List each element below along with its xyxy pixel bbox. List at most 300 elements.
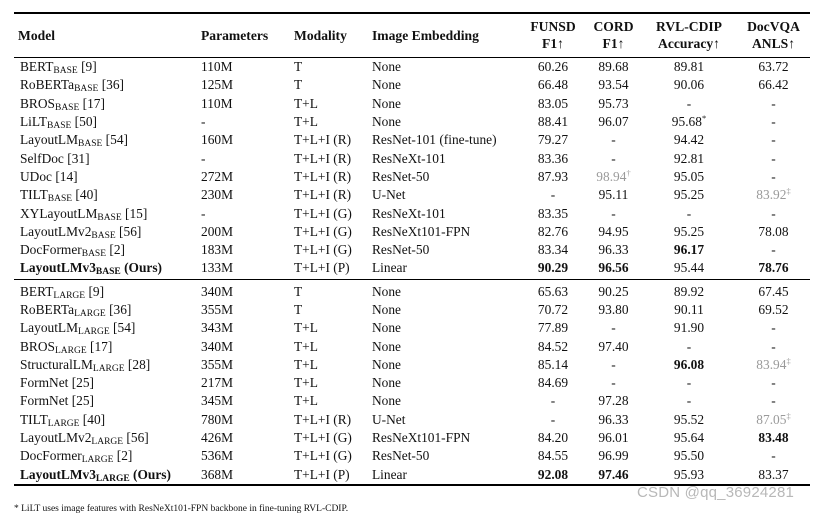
cord-score-value: 95.11: [598, 187, 629, 203]
funsd-score: [520, 466, 586, 485]
large-models-group: [14, 279, 810, 485]
cord-score-value: 96.07: [598, 114, 629, 130]
docvqa-score: [737, 466, 810, 485]
rvl-cdip-score: [641, 374, 737, 392]
funsd-score-value: 83.36: [537, 150, 569, 166]
funsd-score: [520, 186, 586, 204]
funsd-score: [520, 279, 586, 301]
table-row: [14, 259, 810, 279]
parameters-cell: -: [201, 150, 206, 166]
model-cell: [14, 241, 197, 259]
modality-cell: T+L+I (G): [294, 448, 352, 464]
model-size: BASE: [91, 230, 116, 241]
rvl-cdip-score-value: -: [686, 375, 692, 391]
cord-score-value: -: [611, 375, 616, 391]
docvqa-score-value: -: [771, 168, 776, 184]
image-embedding-cell: U-Net: [372, 411, 406, 427]
funsd-score-value: 60.26: [537, 59, 569, 75]
header-rvl-name: RVL-CDIP: [656, 19, 722, 34]
docvqa-score-value: 83.94: [756, 356, 787, 372]
rvl-cdip-score-value: 89.81: [673, 59, 705, 75]
model-cell: [14, 95, 197, 113]
parameters-cell: 355M: [201, 302, 233, 317]
model-reference: [17]: [79, 95, 105, 111]
cord-score-value: 89.68: [598, 59, 629, 75]
image-embedding-cell: None: [372, 114, 402, 130]
model-reference: [15]: [121, 205, 148, 221]
docvqa-score: [737, 149, 810, 167]
model-name: BROS: [20, 338, 55, 354]
cord-score-value: -: [611, 205, 616, 221]
model-name: LayoutLMv3: [20, 260, 96, 276]
rvl-cdip-score: [641, 411, 737, 429]
cord-score: [586, 447, 641, 465]
docvqa-score: [737, 58, 810, 77]
rvl-cdip-score: [641, 259, 737, 279]
image-embedding-cell: ResNeXt101-FPN: [372, 223, 471, 239]
modality-cell: T+L+I (G): [294, 205, 352, 221]
parameters-cell: 345M: [201, 393, 233, 409]
rvl-cdip-score-value: 90.11: [674, 302, 704, 317]
image-embedding-cell: None: [372, 95, 402, 111]
table-row: [14, 58, 810, 77]
header-rvl-cdip: [641, 13, 737, 58]
modality-cell: T+L: [294, 338, 318, 354]
docvqa-score-value: 63.72: [758, 59, 789, 75]
model-name: LiLT: [20, 114, 48, 130]
model-reference: (Ours): [120, 260, 163, 276]
footnote-mark: ‡: [786, 355, 791, 366]
docvqa-score-value: -: [771, 375, 776, 391]
image-embedding-cell: ResNet-50: [372, 448, 430, 464]
footnote-mark: ‡: [786, 410, 791, 421]
parameters-cell: 160M: [201, 132, 233, 148]
docvqa-score: [737, 204, 810, 222]
footnote-mark: ‡: [786, 186, 791, 197]
modality-cell: T: [294, 283, 303, 299]
docvqa-score: [737, 374, 810, 392]
modality-cell: T+L+I (P): [290, 259, 368, 279]
table-row: [14, 131, 810, 149]
docvqa-score: [737, 76, 810, 94]
image-embedding-cell: Linear: [368, 259, 520, 279]
funsd-score: [520, 149, 586, 167]
cord-score: [586, 411, 641, 429]
model-cell: [14, 204, 197, 222]
model-cell: [14, 131, 197, 149]
docvqa-score-value: 66.42: [758, 77, 789, 93]
footnote-mark: *: [701, 113, 707, 124]
parameters-cell: 536M: [201, 448, 233, 464]
parameters-cell: 217M: [201, 375, 233, 391]
cord-score: [586, 319, 641, 337]
cord-score-value: 98.94: [596, 168, 627, 184]
header-docvqa: [737, 13, 810, 58]
model-size: LARGE: [47, 418, 80, 429]
model-cell: [14, 392, 197, 410]
modality-cell: T: [294, 59, 303, 75]
model-cell: [14, 58, 197, 77]
rvl-cdip-score: [641, 447, 737, 465]
docvqa-score-value: -: [771, 393, 776, 409]
cord-score: [586, 223, 641, 241]
rvl-cdip-score: [641, 301, 737, 319]
rvl-cdip-score-value: 92.81: [673, 150, 705, 166]
parameters-cell: 110M: [201, 59, 233, 75]
footnote-mark: †: [626, 167, 631, 178]
model-cell: [14, 76, 197, 94]
parameters-cell: 200M: [201, 223, 233, 239]
funsd-score: [520, 411, 586, 429]
funsd-score-value: -: [550, 187, 556, 203]
rvl-cdip-score-value: 95.44: [673, 260, 705, 276]
model-size: BASE: [78, 139, 103, 150]
rvl-cdip-score-value: 96.17: [673, 242, 705, 258]
header-cord-name: CORD: [593, 19, 634, 34]
rvl-cdip-score-value: 95.52: [673, 411, 705, 427]
parameters-cell: -: [201, 205, 206, 221]
funsd-score: [520, 374, 586, 392]
docvqa-score-value: -: [771, 320, 776, 336]
modality-cell: T+L: [294, 95, 318, 111]
funsd-score-value: 85.14: [537, 356, 569, 372]
modality-cell: T+L: [294, 375, 318, 391]
rvl-cdip-score-value: 95.05: [673, 168, 705, 184]
model-cell: [14, 149, 197, 167]
rvl-cdip-score: [641, 279, 737, 301]
rvl-cdip-score: [641, 76, 737, 94]
rvl-cdip-score-value: 95.64: [673, 430, 705, 446]
image-embedding-cell: U-Net: [372, 187, 406, 203]
docvqa-score: [737, 392, 810, 410]
rvl-cdip-score-value: 95.25: [673, 187, 705, 203]
docvqa-score-value: -: [771, 132, 776, 148]
funsd-score: [520, 337, 586, 355]
docvqa-score: [737, 319, 810, 337]
model-size: LARGE: [91, 437, 124, 448]
cord-score: [586, 392, 641, 410]
model-reference: [40]: [79, 411, 106, 427]
rvl-cdip-score: [641, 429, 737, 447]
image-embedding-cell: ResNeXt-101: [372, 205, 446, 221]
docvqa-score: [737, 223, 810, 241]
funsd-score-value: 84.55: [537, 448, 569, 464]
funsd-score-value: 83.05: [537, 95, 569, 111]
docvqa-score: [737, 337, 810, 355]
rvl-cdip-score-value: 95.50: [673, 448, 705, 464]
model-cell: [14, 223, 197, 241]
docvqa-score: [737, 95, 810, 113]
image-embedding-cell: ResNet-50: [372, 168, 430, 184]
rvl-cdip-score: [641, 319, 737, 337]
model-reference: [56]: [123, 430, 149, 446]
cord-score-value: 90.25: [598, 283, 629, 299]
model-name: TILT: [20, 411, 48, 427]
funsd-score: [520, 95, 586, 113]
funsd-score-value: 83.35: [537, 205, 569, 221]
docvqa-score: [737, 259, 810, 279]
parameters-cell: 230M: [201, 187, 233, 203]
table-row: [14, 337, 810, 355]
docvqa-score-value: -: [771, 205, 776, 221]
model-name: UDoc: [20, 168, 52, 184]
modality-cell: T+L+I (G): [294, 430, 352, 446]
table-row: [14, 411, 810, 429]
image-embedding-cell: None: [372, 320, 402, 336]
cord-score: [586, 113, 641, 131]
model-cell: [14, 319, 197, 337]
rvl-cdip-score-value: 95.93: [673, 466, 705, 482]
rvl-cdip-score: [641, 392, 737, 410]
table-row: [14, 301, 810, 319]
cord-score-value: 96.56: [598, 260, 629, 276]
header-modality: Modality: [290, 13, 368, 58]
funsd-score: [520, 319, 586, 337]
funsd-score-value: 92.08: [537, 466, 569, 482]
cord-score: [586, 186, 641, 204]
parameters-cell: 272M: [201, 168, 233, 184]
model-size: BASE: [47, 194, 73, 205]
cord-score: [586, 374, 641, 392]
parameters-cell: 110M: [201, 95, 233, 111]
table-row: [14, 113, 810, 131]
rvl-cdip-score: [641, 168, 737, 186]
model-name: FormNet: [20, 393, 69, 409]
header-model: Model: [14, 13, 197, 58]
model-reference: [56]: [115, 223, 142, 239]
cord-score-value: 93.54: [598, 77, 629, 93]
docvqa-score: [737, 131, 810, 149]
image-embedding-cell: ResNet-50: [372, 242, 430, 258]
model-cell: [14, 429, 197, 447]
funsd-score: [520, 392, 586, 410]
header-parameters: Parameters: [197, 13, 290, 58]
docvqa-score: [737, 186, 810, 204]
rvl-cdip-score: [641, 223, 737, 241]
modality-cell: T+L+I (R): [294, 187, 352, 203]
cord-score-value: -: [611, 356, 616, 372]
model-size: BASE: [74, 84, 99, 95]
modality-cell: T: [294, 77, 303, 93]
model-reference: [2]: [106, 242, 125, 258]
model-reference: [25]: [68, 375, 95, 391]
cord-score-value: 96.99: [598, 448, 629, 464]
model-name: BERT: [20, 59, 54, 75]
modality-cell: T+L+I (R): [294, 168, 352, 184]
funsd-score: [520, 301, 586, 319]
parameters-cell: 340M: [201, 283, 233, 299]
image-embedding-cell: None: [372, 59, 402, 75]
model-size: LARGE: [78, 327, 110, 338]
rvl-cdip-score: [641, 95, 737, 113]
docvqa-score-value: -: [771, 95, 776, 111]
docvqa-score-value: 78.76: [758, 260, 789, 276]
cord-score-value: -: [611, 320, 616, 336]
modality-cell: T: [294, 302, 303, 317]
docvqa-score: [737, 447, 810, 465]
header-funsd-name: FUNSD: [530, 19, 576, 34]
rvl-cdip-score-value: -: [686, 338, 692, 354]
table-row: [14, 223, 810, 241]
image-embedding-cell: ResNet-101 (fine-tune): [372, 132, 497, 148]
cord-score-value: 96.01: [598, 430, 629, 446]
funsd-score: [520, 259, 586, 279]
cord-score-value: 97.28: [598, 393, 629, 409]
funsd-score-value: 82.76: [537, 223, 569, 239]
model-name: TILT: [20, 187, 48, 203]
modality-cell: T+L: [294, 114, 318, 130]
model-reference: [9]: [77, 59, 97, 75]
funsd-score: [520, 76, 586, 94]
model-size: LARGE: [92, 363, 125, 374]
funsd-score-value: 84.69: [537, 375, 569, 391]
docvqa-score-value: -: [771, 242, 776, 258]
cord-score-value: -: [611, 132, 616, 148]
footnote: * LiLT uses image features with ResNeXt101-FPN backbone in fine-tuning RVL-CDIP.: [14, 504, 349, 514]
table-row: [14, 279, 810, 301]
rvl-cdip-score-value: 90.06: [673, 77, 705, 93]
docvqa-score-value: 69.52: [758, 302, 789, 317]
model-size: BASE: [47, 121, 72, 132]
cord-score: [586, 279, 641, 301]
table-row: [14, 429, 810, 447]
funsd-score: [520, 168, 586, 186]
rvl-cdip-score-value: 94.42: [673, 132, 705, 148]
model-reference: [31]: [63, 150, 90, 166]
docvqa-score-value: -: [771, 114, 776, 130]
funsd-score-value: 88.41: [537, 114, 569, 130]
model-name: BROS: [20, 95, 55, 111]
cord-score: [586, 356, 641, 374]
model-reference: [25]: [68, 393, 95, 409]
docvqa-score-value: 83.92: [756, 187, 787, 203]
modality-cell: T+L+I (G): [294, 223, 352, 239]
rvl-cdip-score: [641, 337, 737, 355]
model-cell: [14, 466, 197, 485]
rvl-cdip-score-value: -: [686, 205, 692, 221]
model-reference: [28]: [124, 356, 151, 372]
funsd-score: [520, 356, 586, 374]
modality-cell: T+L+I (G): [294, 242, 352, 258]
header-image-embedding: Image Embedding: [368, 13, 520, 58]
modality-cell: T+L+I (R): [294, 150, 352, 166]
model-size: LARGE: [95, 473, 130, 484]
model-name: StructuralLM: [20, 356, 93, 372]
rvl-cdip-score-value: 95.68: [671, 114, 702, 130]
rvl-cdip-score-value: 91.90: [673, 320, 705, 336]
table-row: [14, 168, 810, 186]
table-row: [14, 204, 810, 222]
model-size: LARGE: [53, 290, 86, 301]
table-row: [14, 186, 810, 204]
rvl-cdip-score-value: -: [686, 393, 692, 409]
model-cell: [14, 259, 197, 279]
cord-score-value: 96.33: [598, 411, 629, 427]
parameters-cell: 133M: [197, 259, 290, 279]
cord-score-value: 95.73: [598, 95, 629, 111]
model-cell: [14, 186, 197, 204]
docvqa-score-value: 83.37: [758, 466, 789, 482]
model-cell: [14, 374, 197, 392]
image-embedding-cell: None: [372, 356, 402, 372]
table-row: [14, 374, 810, 392]
model-reference: [36]: [105, 302, 132, 317]
header-docvqa-metric: ANLS↑: [751, 36, 796, 51]
model-cell: [14, 447, 197, 465]
image-embedding-cell: None: [372, 77, 402, 93]
docvqa-score: [737, 241, 810, 259]
rvl-cdip-score: [641, 149, 737, 167]
cord-score-value: 96.33: [598, 242, 629, 258]
image-embedding-cell: None: [372, 283, 402, 299]
cord-score-value: 97.40: [598, 338, 629, 354]
funsd-score: [520, 429, 586, 447]
cord-score: [586, 259, 641, 279]
modality-cell: T+L: [294, 320, 318, 336]
funsd-score: [520, 223, 586, 241]
image-embedding-cell: None: [372, 375, 402, 391]
docvqa-score-value: 87.05: [756, 411, 787, 427]
parameters-cell: 780M: [201, 411, 233, 427]
rvl-cdip-score-value: 96.08: [673, 356, 705, 372]
docvqa-score-value: -: [771, 338, 776, 354]
model-size: LARGE: [54, 345, 87, 356]
model-name: FormNet: [20, 375, 69, 391]
image-embedding-cell: Linear: [368, 466, 520, 485]
modality-cell: T+L: [294, 356, 318, 372]
cord-score-value: 97.46: [598, 466, 629, 482]
rvl-cdip-score: [641, 204, 737, 222]
funsd-score-value: 90.29: [537, 260, 569, 276]
image-embedding-cell: ResNeXt-101: [372, 150, 446, 166]
table-row: [14, 76, 810, 94]
docvqa-score-value: 67.45: [758, 283, 789, 299]
funsd-score-value: 66.48: [537, 77, 569, 93]
table-row: [14, 149, 810, 167]
rvl-cdip-score: [641, 131, 737, 149]
watermark: CSDN @qq_36924281: [637, 484, 795, 501]
table-row: [14, 466, 810, 485]
cord-score: [586, 95, 641, 113]
rvl-cdip-score-value: -: [686, 95, 692, 111]
model-size: BASE: [81, 249, 107, 260]
rvl-cdip-score: [641, 113, 737, 131]
cord-score: [586, 337, 641, 355]
header-funsd: [520, 13, 586, 58]
funsd-score: [520, 113, 586, 131]
model-reference: [54]: [109, 320, 136, 336]
cord-score: [586, 204, 641, 222]
parameters-cell: 355M: [201, 356, 233, 372]
docvqa-score: [737, 429, 810, 447]
rvl-cdip-score: [641, 58, 737, 77]
model-reference: [2]: [113, 448, 133, 464]
cord-score: [586, 241, 641, 259]
model-name: DocFormer: [20, 448, 82, 464]
funsd-score: [520, 204, 586, 222]
rvl-cdip-score-value: 89.92: [673, 283, 705, 299]
model-name: RoBERTa: [20, 302, 75, 317]
cord-score-value: -: [611, 150, 616, 166]
cord-score-value: 93.80: [598, 302, 629, 317]
model-cell: [14, 168, 197, 186]
docvqa-score-value: -: [771, 448, 776, 464]
funsd-score-value: 87.93: [537, 168, 569, 184]
modality-cell: T+L: [294, 393, 318, 409]
image-embedding-cell: None: [372, 393, 402, 409]
modality-cell: T+L+I (R): [294, 132, 352, 148]
cord-score-value: 94.95: [598, 223, 629, 239]
